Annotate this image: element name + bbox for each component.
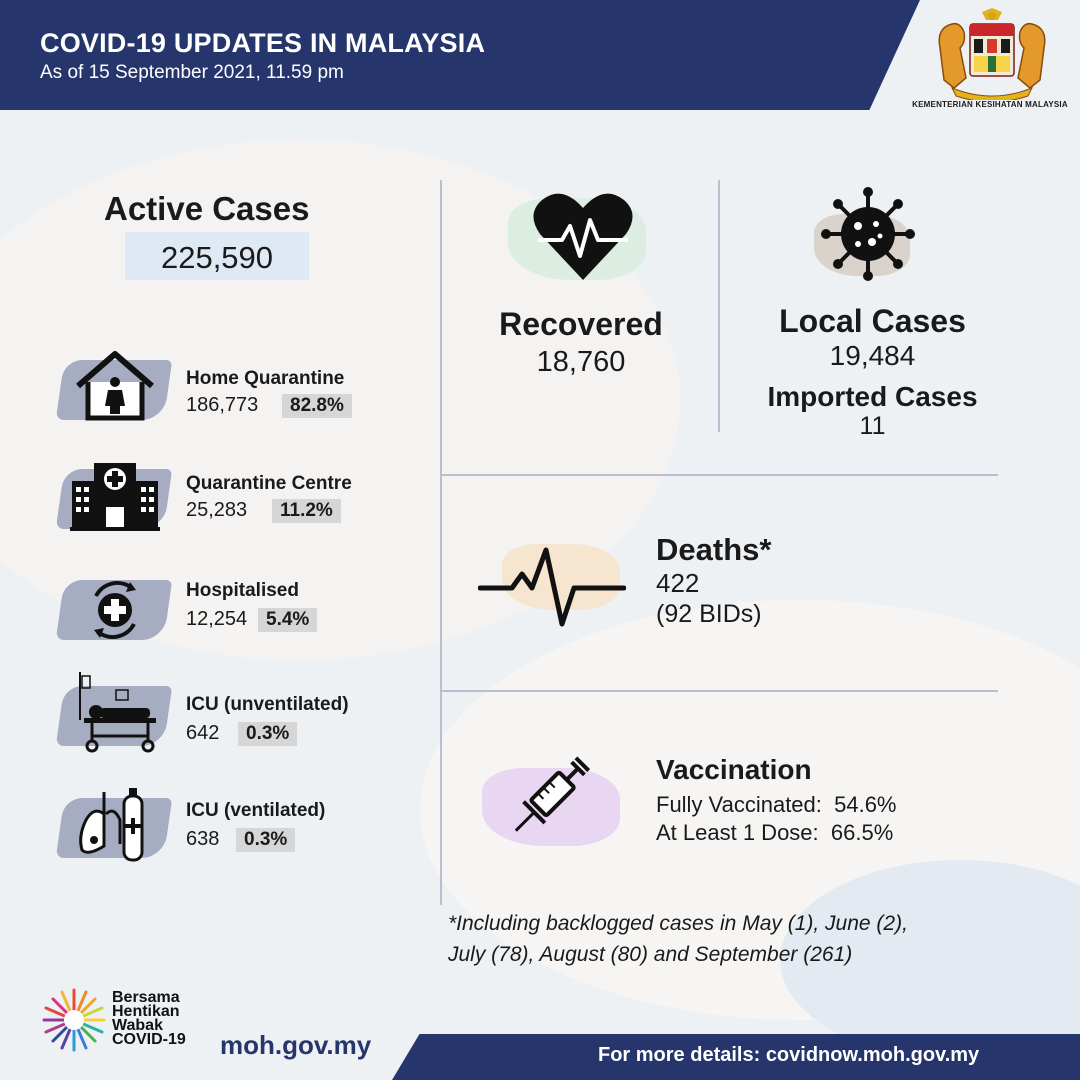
category-quarantine-centre <box>0 455 420 545</box>
footnote-line: July (78), August (80) and September (261) <box>448 943 853 966</box>
virus-icon <box>816 186 920 282</box>
campaign-text: COVID-19 <box>112 1031 186 1048</box>
category-value: 642 <box>186 722 220 744</box>
deaths-value: 422 <box>656 568 700 598</box>
category-percent: 0.3% <box>238 722 297 746</box>
category-icu-unventilated <box>0 670 420 760</box>
hospital-building-icon <box>70 455 160 545</box>
category-percent: 11.2% <box>272 499 341 523</box>
divider-horizontal <box>442 474 998 476</box>
footnote-line: *Including backlogged cases in May (1), June (2), <box>448 912 908 935</box>
category-percent: 5.4% <box>258 608 317 632</box>
lungs-oxygen-icon <box>70 784 160 874</box>
category-value: 25,283 <box>186 499 248 521</box>
details-link[interactable]: For more details: covidnow.moh.gov.my <box>598 1044 980 1066</box>
divider-horizontal <box>442 690 998 692</box>
category-name: ICU (unventilated) <box>186 694 349 715</box>
vaccination-label: Vaccination <box>656 754 812 785</box>
active-cases-label: Active Cases <box>104 190 310 227</box>
hospital-bed-icon <box>70 670 160 760</box>
category-name: ICU (ventilated) <box>186 800 326 821</box>
malaysia-coat-of-arms-icon <box>930 8 1054 100</box>
category-home-quarantine <box>0 348 420 438</box>
campaign-text: Wabak <box>112 1017 163 1034</box>
recovered-label: Recovered <box>499 306 663 342</box>
medical-cross-icon <box>70 566 160 656</box>
imported-cases-label: Imported Cases <box>767 381 978 412</box>
divider-vertical-top <box>718 180 720 432</box>
category-value: 638 <box>186 828 220 850</box>
house-person-icon <box>70 348 160 438</box>
active-cases-value: 225,590 <box>160 240 274 275</box>
local-cases-label: Local Cases <box>779 303 966 339</box>
category-hospitalised <box>0 566 420 656</box>
campaign-burst-icon <box>40 986 108 1054</box>
recovered-value: 18,760 <box>536 346 626 378</box>
page-title: COVID-19 UPDATES IN MALAYSIA <box>40 28 486 58</box>
local-cases-value: 19,484 <box>829 340 916 371</box>
page-subtitle: As of 15 September 2021, 11.59 pm <box>40 62 344 83</box>
category-value: 186,773 <box>186 394 259 416</box>
site-link[interactable]: moh.gov.my <box>220 1030 372 1060</box>
category-value: 12,254 <box>186 608 248 630</box>
syringe-icon <box>502 752 606 850</box>
divider-vertical <box>440 180 442 905</box>
deaths-bid-value: (92 BIDs) <box>656 600 762 628</box>
campaign-text: Hentikan <box>112 1003 180 1020</box>
at-least-one-dose: At Least 1 Dose: 66.5% <box>656 820 894 845</box>
deaths-label: Deaths* <box>656 532 772 567</box>
pulse-line-icon <box>478 544 626 628</box>
campaign-text: Bersama <box>112 989 180 1006</box>
category-icu-ventilated <box>0 788 420 878</box>
category-percent: 0.3% <box>236 828 295 852</box>
fully-vaccinated: Fully Vaccinated: 54.6% <box>656 792 897 817</box>
category-name: Home Quarantine <box>186 368 345 389</box>
heartbeat-icon <box>532 190 634 282</box>
category-percent: 82.8% <box>282 394 352 418</box>
imported-cases-value: 11 <box>859 412 886 440</box>
category-name: Quarantine Centre <box>186 473 352 494</box>
ministry-label: KEMENTERIAN KESIHATAN MALAYSIA <box>912 100 1068 109</box>
category-name: Hospitalised <box>186 580 299 601</box>
